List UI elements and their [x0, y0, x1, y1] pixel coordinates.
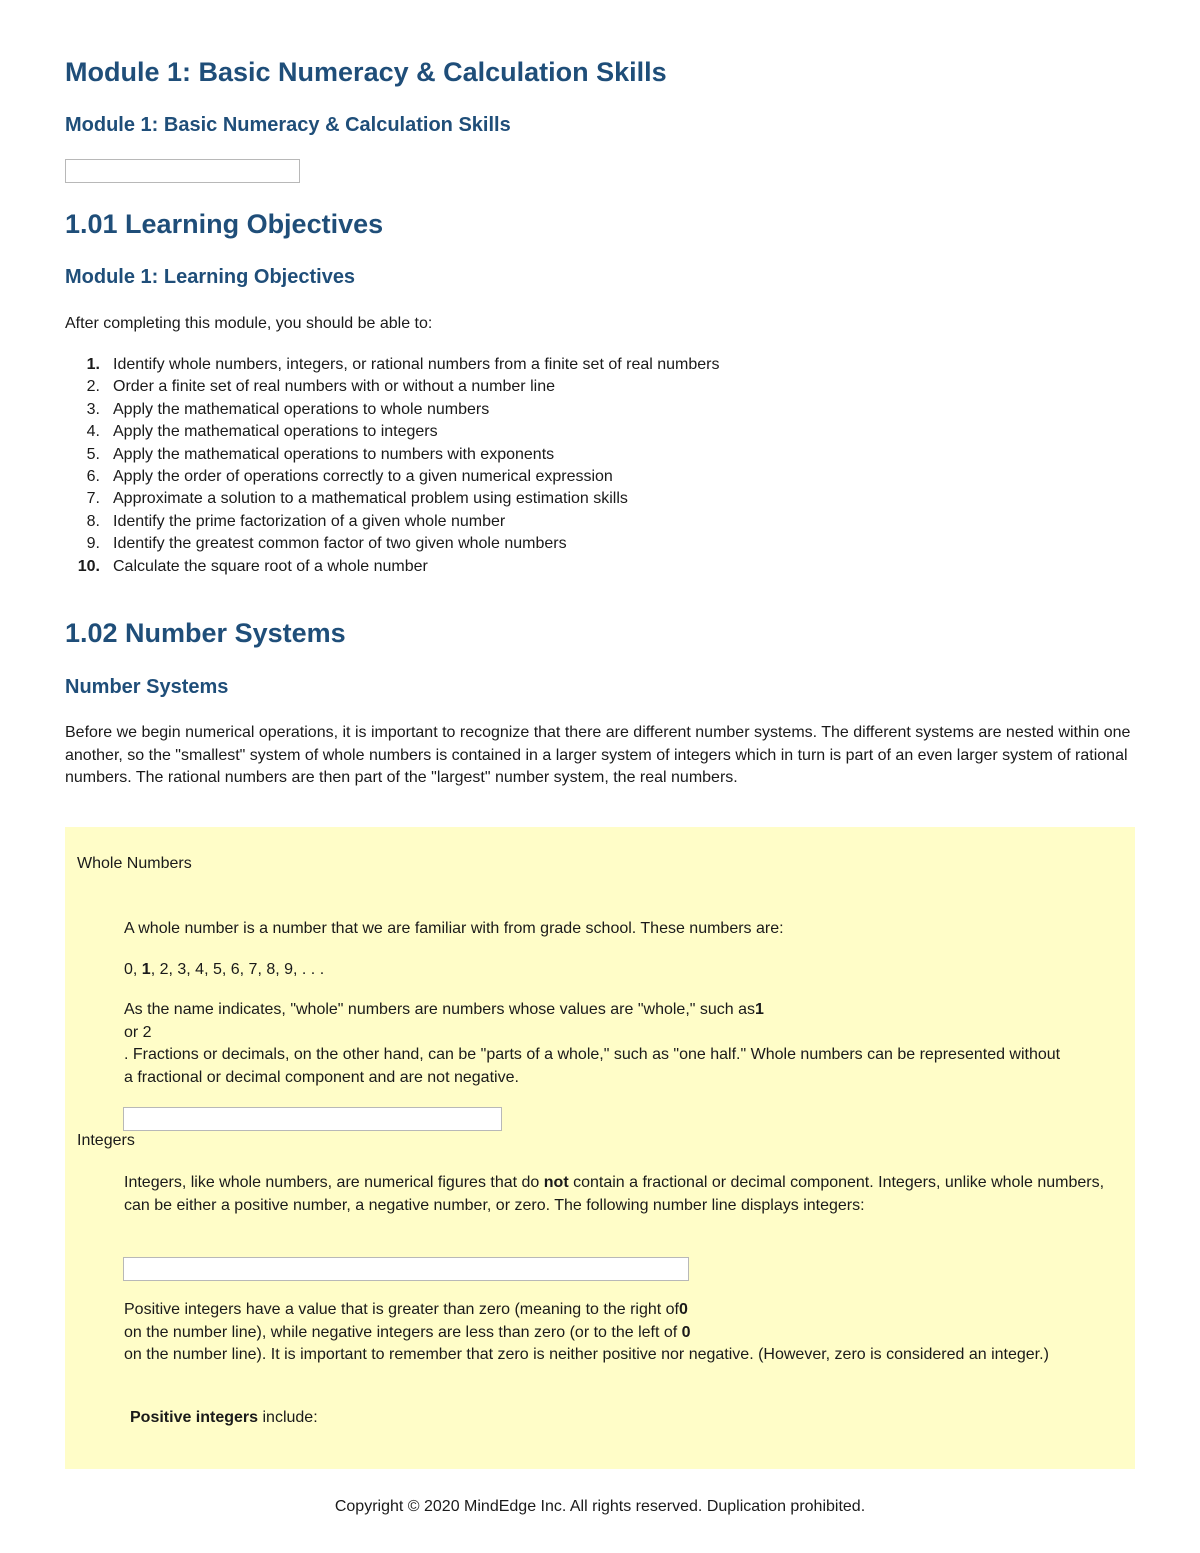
- definition-bold-not: not: [543, 1174, 569, 1191]
- integers-definition: [124, 1172, 1124, 1217]
- list-item: [65, 533, 720, 555]
- sequence-rest: , 2, 3, 4, 5, 6, 7, 8, 9, . . .: [150, 961, 325, 978]
- list-item-text: Approximate a solution to a mathematical problem using estimation skills: [113, 490, 628, 508]
- list-item-text: Identify the prime factorization of a given whole number: [113, 512, 506, 530]
- list-item-number: 5.: [86, 445, 100, 463]
- list-item: [65, 466, 720, 488]
- definition-part: Integers, like whole numbers, are numerical figures that do: [124, 1174, 544, 1191]
- list-item: [65, 444, 720, 466]
- list-item-text: Apply the mathematical operations to whole numbers: [113, 400, 490, 418]
- explanation-bold-zero: 0: [678, 1301, 688, 1318]
- list-item: [65, 354, 720, 376]
- list-item-text: Order a finite set of real numbers with or without a number line: [113, 378, 555, 396]
- list-item: [65, 376, 720, 398]
- image-placeholder: [65, 159, 300, 183]
- explanation-bold-zero: 0: [681, 1323, 691, 1341]
- section-subheading-number-systems: Number Systems: [65, 676, 229, 698]
- explanation-part: Positive integers have a value that is greater than zero (meaning to the right of: [124, 1301, 679, 1318]
- list-item-number: 9.: [86, 535, 100, 553]
- integers-explanation: [124, 1299, 1124, 1367]
- list-item-number: 1.: [86, 356, 100, 373]
- explanation-part: As the name indicates, "whole" numbers are numbers whose values are "whole," such as: [124, 1001, 756, 1018]
- positive-integers-rest: include:: [258, 1409, 318, 1426]
- list-item-text: Identify the greatest common factor of two given whole numbers: [113, 535, 567, 553]
- list-item-number: 3.: [86, 400, 100, 418]
- image-placeholder: [123, 1107, 502, 1131]
- list-item: [65, 511, 720, 533]
- whole-numbers-label: Whole Numbers: [77, 855, 192, 872]
- list-item-text: Apply the mathematical operations to integers: [113, 423, 438, 441]
- explanation-part: or 2: [124, 1023, 152, 1041]
- explanation-bold: 1: [755, 1001, 764, 1018]
- integers-label: Integers: [77, 1132, 135, 1149]
- list-item-number: 2.: [86, 378, 100, 396]
- definition-part: contain a fractional or decimal component. Integers, unlike whole numbers, can be either a positive number, a negative number, or zero. The following number line displays integers:: [124, 1174, 1105, 1214]
- list-item-number: 10.: [77, 557, 100, 575]
- whole-numbers-explanation: [124, 999, 1064, 1089]
- module-subtitle: Module 1: Basic Numeracy & Calculation Skills: [65, 114, 511, 136]
- list-item-text: Apply the order of operations correctly to a given numerical expression: [113, 467, 613, 485]
- page-title: Module 1: Basic Numeracy & Calculation Skills: [65, 57, 667, 87]
- list-item-number: 4.: [86, 423, 100, 441]
- list-item-text: Apply the mathematical operations to numbers with exponents: [113, 445, 555, 463]
- section-heading-objectives: 1.01 Learning Objectives: [65, 209, 384, 239]
- positive-integers-line: [130, 1407, 318, 1430]
- sequence-bold-one: 1: [141, 961, 151, 978]
- list-item-text: Calculate the square root of a whole number: [113, 557, 428, 575]
- whole-numbers-sequence: [124, 959, 324, 982]
- number-line-placeholder: [123, 1257, 689, 1281]
- explanation-part: . Fractions or decimals, on the other hand, can be "parts of a whole," such as "one half." Whole numbers can be represented without a fractional or decimal component and are not negative.: [124, 1046, 1061, 1086]
- list-item-number: 6.: [86, 467, 100, 485]
- list-item-text: Identify whole numbers, integers, or rational numbers from a finite set of real numbers: [113, 356, 720, 373]
- objectives-intro: After completing this module, you should be able to:: [65, 315, 433, 332]
- positive-integers-bold: Positive integers: [130, 1409, 259, 1426]
- copyright-footer: Copyright © 2020 MindEdge Inc. All rights reserved. Duplication prohibited.: [334, 1498, 866, 1515]
- list-item: [65, 488, 720, 510]
- section-subheading-objectives: Module 1: Learning Objectives: [65, 266, 356, 288]
- definitions-callout: [65, 827, 1135, 1469]
- list-item: [65, 556, 720, 578]
- sequence-start: 0,: [124, 961, 142, 978]
- explanation-part: on the number line), while negative integers are less than zero (or to the left of: [124, 1323, 682, 1341]
- list-item-number: 8.: [86, 512, 100, 530]
- explanation-part: on the number line). It is important to remember that zero is neither positive nor negative. (However, zero is considered an integer.): [124, 1346, 1049, 1364]
- objectives-list: [65, 354, 720, 578]
- list-item: [65, 421, 720, 443]
- section-heading-number-systems: 1.02 Number Systems: [65, 618, 346, 648]
- list-item-number: 7.: [86, 490, 100, 508]
- list-item: [65, 399, 720, 421]
- number-systems-intro: Before we begin numerical operations, it is important to recognize that there are different number systems. The different systems are nested within one another, so the "smallest" system of whole numbers is contained in a larger system of integers which in turn is part of an even larger system of rational numbers. The rational numbers are then part of the "largest" number system, the real numbers.: [65, 724, 1131, 786]
- whole-numbers-definition: A whole number is a number that we are familiar with from grade school. These numbers are:: [124, 920, 784, 937]
